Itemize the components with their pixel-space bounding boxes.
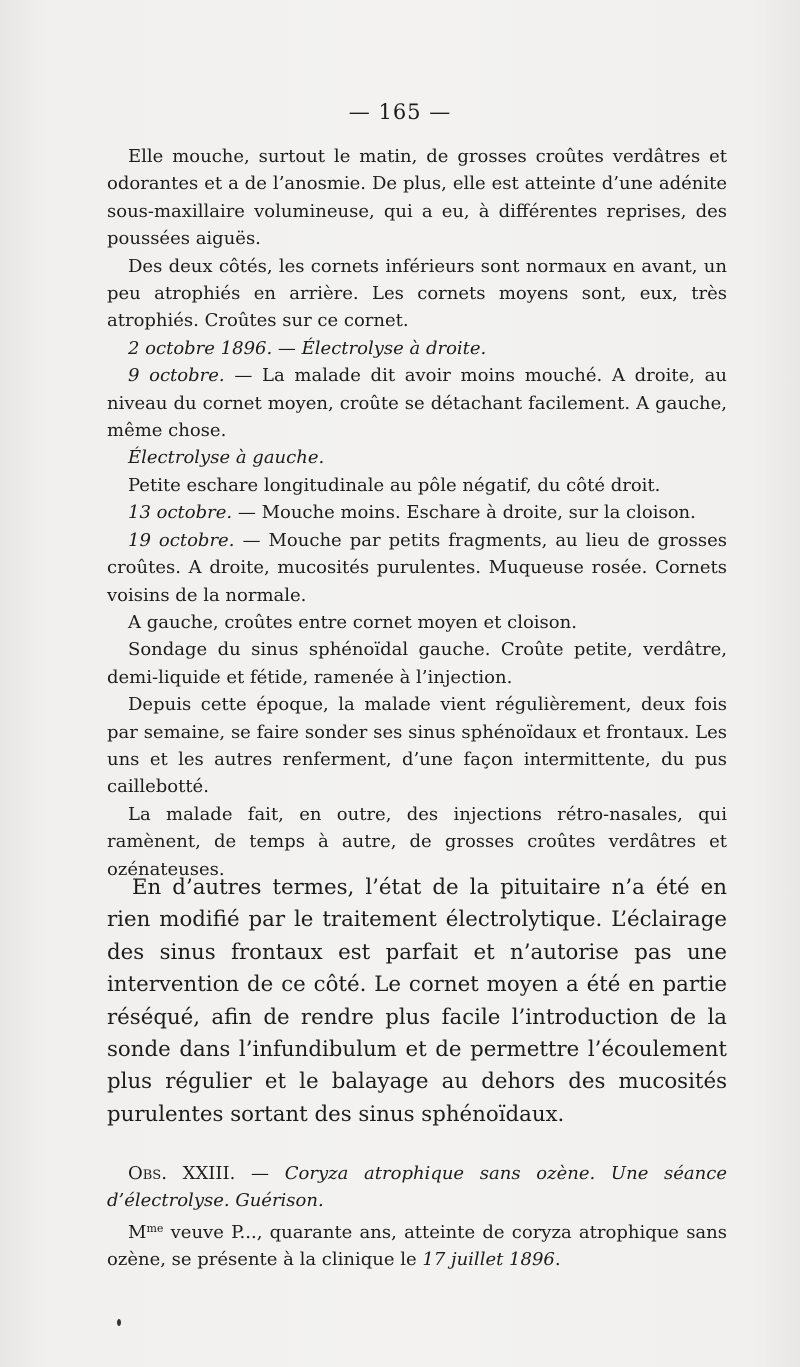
observation-date: 17 juillet 1896 <box>422 1249 555 1271</box>
entry-oct-19 <box>107 527 727 609</box>
entry-text: — La malade dit avoir moins mouché. A droite, au niveau du cornet moyen, croûte se détachant facilement. A gauche, même chose. <box>107 365 727 442</box>
observation-label: Obs. XXIII. <box>128 1163 236 1184</box>
entry-text: — Électrolyse à droite. <box>272 337 487 359</box>
entry-oct-2 <box>107 335 727 362</box>
observation-intro: $M^{me}$ veuve P..., quarante ans, atteinte de coryza atrophique sans ozène, se présente à la clinique le 17 juillet 1896. <box>107 1221 727 1271</box>
ink-speck <box>117 1319 121 1326</box>
entry-text: — Mouche par petits fragments, au lieu de grosses croûtes. A droite, mucosités purulentes. Muqueuse rosée. Cornets voisins de la normale. <box>107 529 727 606</box>
entry-oct-13 <box>107 499 727 526</box>
paragraph: Depuis cette époque, la malade vient régulièrement, deux fois par semaine, se faire sonder ses sinus sphénoïdaux et frontaux. Les uns et les autres renferment, d’une façon intermittente, du pus caillebotté. <box>107 694 727 798</box>
commentary <box>107 872 727 1131</box>
paragraph: A gauche, croûtes entre cornet moyen et cloison. <box>128 611 577 633</box>
observation-title: Coryza atrophique sans ozène. Une séance d’électrolyse. Guérison. <box>107 1163 727 1212</box>
observation-xxiii <box>107 1160 727 1274</box>
entry-date: 2 octobre 1896. <box>128 337 273 359</box>
paragraph: Des deux côtés, les cornets inférieurs sont normaux en avant, un peu atrophiés en arrière. Les cornets moyens sont, eux, très atrophiés. Croûtes sur ce cornet. <box>107 255 727 332</box>
subheading-electrolyse-gauche: Électrolyse à gauche. <box>128 447 325 469</box>
entry-date: 9 octobre. <box>128 365 225 387</box>
entry-text: — Mouche moins. Eschare à droite, sur la cloison. <box>232 502 696 524</box>
case-notes <box>107 143 727 883</box>
paragraph: Petite eschare longitudinale au pôle négatif, du côté droit. <box>128 474 661 496</box>
paragraph: En d’autres termes, l’état de la pituitaire n’a été en rien modifié par le traitement électrolytique. L’éclairage des sinus frontaux est parfait et n’autorise pas une intervention de ce côté. Le cornet moyen a été en partie réséqué, afin de rendre plus facile l’introduction de la sonde dans l’infundibulum et de permettre l’écoulement plus régulier et le balayage au dehors des mucosités purulentes sortant des sinus sphénoïdaux. <box>107 875 727 1127</box>
page-number: — 165 — <box>348 100 452 124</box>
observation-heading: Obs. XXIII. — Coryza atrophique sans ozène. Une séance d’électrolyse. Guérison. <box>107 1163 727 1212</box>
paragraph: Elle mouche, surtout le matin, de grosses croûtes verdâtres et odorantes et a de l’anosmie. De plus, elle est atteinte d’une adénite sous-maxillaire volumineuse, qui a eu, à différentes reprises, des poussées aiguës. <box>107 146 727 250</box>
paragraph: La malade fait, en outre, des injections rétro-nasales, qui ramènent, de temps à autre, de grosses croûtes verdâtres et ozénateuses. <box>107 803 727 880</box>
entry-date: 13 octobre. <box>128 502 233 524</box>
entry-oct-9 <box>107 362 727 444</box>
paragraph: Sondage du sinus sphénoïdal gauche. Croûte petite, verdâtre, demi-liquide et fétide, ramenée à l’injection. <box>107 639 727 688</box>
entry-date: 19 octobre. <box>128 529 235 551</box>
